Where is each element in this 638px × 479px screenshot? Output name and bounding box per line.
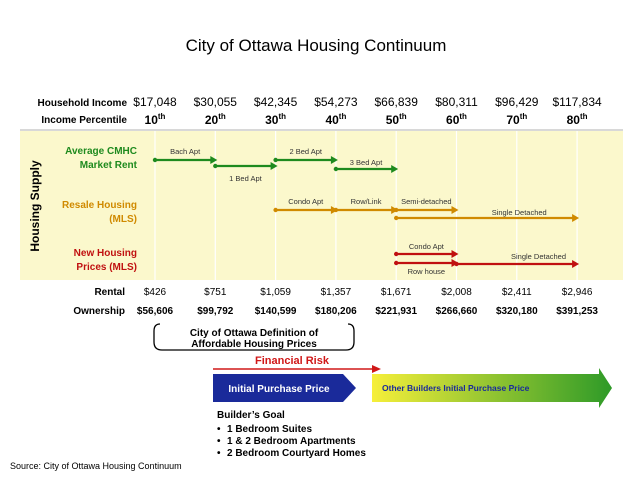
ownership-value: $221,931: [375, 306, 418, 317]
range-label: 2 Bed Apt: [289, 147, 323, 156]
affordable-definition-line2: Affordable Housing Prices: [191, 339, 317, 350]
rental-value: $2,411: [501, 287, 532, 298]
ownership-value: $56,606: [136, 306, 174, 317]
range-start-dot: [394, 252, 398, 256]
row-label-rent-1: Average CMHC: [65, 146, 137, 157]
goal-item: 2 Bedroom Courtyard Homes: [227, 448, 366, 459]
range-label: Semi-detached: [401, 197, 452, 206]
income-value: $54,273: [314, 95, 358, 109]
row-label-rent-2: Market Rent: [79, 160, 137, 171]
percentile-value: 30th: [265, 112, 287, 127]
range-start-dot: [153, 158, 157, 162]
range-start-dot: [273, 158, 277, 162]
goal-bullet: •: [217, 448, 221, 459]
ownership-value: $140,599: [254, 306, 297, 317]
ownership-label: Ownership: [73, 306, 125, 317]
range-label: Single Detached: [491, 208, 547, 217]
rental-value: $1,671: [380, 287, 412, 298]
income-value: $117,834: [552, 95, 602, 109]
rental-values: [144, 287, 593, 298]
percentile-value: 50th: [385, 112, 407, 127]
financial-risk-arrow-head: [372, 365, 381, 373]
ownership-value: $266,660: [435, 306, 478, 317]
percentile-value: 40th: [325, 112, 347, 127]
rental-value: $426: [143, 287, 167, 298]
income-value: $42,345: [253, 95, 298, 109]
range-start-dot: [394, 261, 398, 265]
financial-risk-label: Financial Risk: [255, 355, 329, 367]
rental-value: $1,357: [320, 287, 352, 298]
goal-bullet: •: [217, 436, 221, 447]
rental-value: $751: [204, 287, 227, 298]
range-start-dot: [334, 167, 338, 171]
income-value: $17,048: [133, 95, 177, 109]
range-start-dot: [213, 164, 217, 168]
income-value: $30,055: [193, 95, 237, 109]
ownership-value: $391,253: [556, 306, 598, 317]
header-separator: [20, 129, 623, 131]
percentile-value: 80th: [566, 112, 588, 127]
income-value: $66,839: [374, 95, 418, 109]
percentile-value: 20th: [204, 112, 226, 127]
ownership-value: $320,180: [495, 306, 538, 317]
ownership-values: [137, 306, 598, 317]
range-label: Condo Apt: [408, 242, 444, 251]
range-start-dot: [394, 216, 398, 220]
row-label-new-2: Prices (MLS): [76, 262, 137, 273]
row-label-new-1: New Housing: [73, 248, 137, 259]
range-label: Single Detached: [510, 252, 567, 261]
rental-label: Rental: [94, 287, 125, 298]
household-income-label: Household Income: [37, 98, 127, 109]
goal-item: 1 & 2 Bedroom Apartments: [227, 436, 356, 447]
range-start-dot: [454, 262, 458, 266]
other-builders-label: Other Builders Initial Purchase Price: [382, 383, 530, 393]
builders-goal-title: Builder’s Goal: [217, 410, 285, 421]
affordable-definition-line1: City of Ottawa Definition of: [189, 328, 319, 339]
chart-title: City of Ottawa Housing Continuum: [185, 36, 447, 55]
percentile-value: 60th: [446, 112, 467, 127]
goal-bullet: •: [217, 424, 221, 435]
row-label-resale-1: Resale Housing: [61, 200, 137, 211]
ownership-value: $99,792: [197, 306, 234, 317]
range-start-dot: [394, 208, 398, 212]
percentile-value: 70th: [506, 112, 528, 127]
range-start-dot: [334, 208, 338, 212]
rental-value: $2,946: [561, 287, 593, 298]
range-start-dot: [273, 208, 277, 212]
initial-purchase-label: Initial Purchase Price: [228, 384, 330, 395]
income-percentile-label: Income Percentile: [41, 115, 127, 126]
range-label: Bach Apt: [170, 147, 201, 156]
row-label-resale-2: (MLS): [109, 214, 137, 225]
rental-value: $1,059: [260, 287, 291, 298]
percentile-value: 10th: [144, 112, 166, 127]
housing-supply-label: Housing Supply: [28, 160, 42, 252]
source-note: Source: City of Ottawa Housing Continuum: [10, 461, 182, 471]
rental-value: $2,008: [441, 287, 472, 298]
range-label: Row/Link: [350, 197, 382, 206]
income-value: $96,429: [495, 95, 539, 109]
range-label: 3 Bed Apt: [349, 158, 383, 167]
income-value: $80,311: [435, 95, 478, 109]
builders-goal-list: [217, 424, 366, 459]
income-values: [133, 95, 602, 109]
range-label: 1 Bed Apt: [229, 174, 262, 183]
range-label: Row house: [407, 267, 446, 276]
range-label: Condo Apt: [288, 197, 324, 206]
goal-item: 1 Bedroom Suites: [227, 424, 313, 435]
percentile-values: [145, 112, 588, 127]
ownership-value: $180,206: [315, 306, 357, 317]
